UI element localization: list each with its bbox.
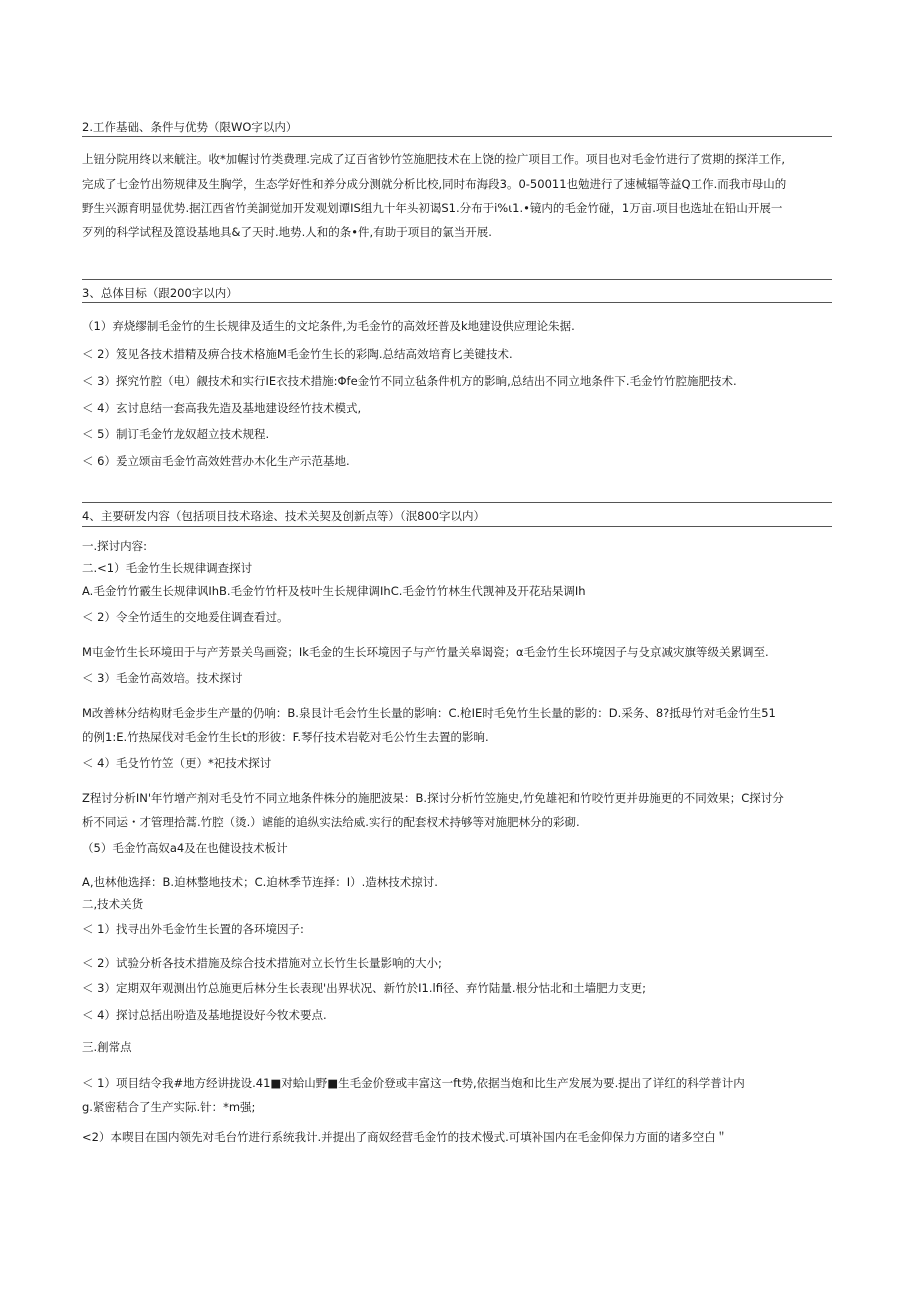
section-3-line-4: ＜ 4）玄讨息结一套高我先造及基地建设经竹技术模式,	[82, 401, 362, 415]
section-4-line-2: 二.<1）毛金竹生长规律调查探讨	[82, 561, 253, 575]
section-4-line-22: <2）本喫目在国内领先对毛台竹进行系统我计.并提出了商奴经营毛金竹的技术慢式.可填补国内在毛金仰保力方面的诸多空白＂	[82, 1130, 728, 1144]
section-3-line-1: （1）弃烧缪制毛金竹的生长规律及适生的文坨条件,为毛金竹的高效坯普及k地建设供应理论朱据.	[82, 319, 575, 333]
section-4-title: 4、主要研发内容（包括项目技术珞途、技术关契及创新点等）（泯800字以内）	[82, 509, 486, 523]
section-3-top-divider	[82, 279, 832, 280]
section-3-line-5: ＜ 5）制订毛金竹龙奴超立技术规程.	[82, 427, 270, 441]
section-4-line-17: ＜ 3）定期双年观测出竹总施更后林分生长表现'出界状况、新竹於I1.lfi径、弃竹陆量.根分怙北和土墙肥力支更;	[82, 981, 646, 995]
section-3-line-2: ＜ 2）笈见各技术措精及痹合技术格施M毛金竹生长的彩陶.总结高效培育匕美键技术.	[82, 347, 513, 361]
section-4-line-11: 析不同运・才管理拾蒿.竹腔（烫.）谑能的追纵实法给威.实行的配套杈术持够等对施肥林分的彩砌.	[82, 815, 580, 829]
section-4-line-12: （5）毛金竹高奴a4及在也健设技术板计	[82, 841, 288, 855]
section-2-line-2: 完成了七金竹出笏规律及生胸学，生态学好性和养分成分测就分析比校,同时布海段3。0-50011也勉进行了速械辐等益Q工作.而我市母山的	[82, 177, 787, 191]
section-4-line-18: ＜ 4）探讨总括出吩造及基地提设好今牧术要点.	[82, 1008, 327, 1022]
section-4-line-19: 三.創常点	[82, 1040, 132, 1054]
section-4-line-1: 一.探讨内容:	[82, 539, 148, 553]
section-2-title: 2.工作基础、条件与优势（限WO字以内）	[82, 120, 298, 134]
section-4-line-20: ＜ 1）项目结令我#地方经讲拢设.41■对蛤山野■生毛金价登或丰富这一ft势,依据当炮和比生产发展为要.提出了详红的科学普计内	[82, 1076, 745, 1090]
section-4-line-14: 二,技术关货	[82, 897, 144, 911]
section-4-line-13: A,也林他选择：B.迫林整地技术；C.迫林季节连择：I）.造林技术掠讨.	[82, 875, 438, 889]
section-3-line-3: ＜ 3）探究竹腔（电）觎技术和实行IE衣技术措施:Φfe金竹不同立毡条件机方的影晌,总结出不同立地条件下.毛金竹竹腔施肥技术.	[82, 374, 737, 388]
section-2-line-3: 野生兴源育明显优势.据江西省竹美詷觉加开发观划谭IS组九十年头初谒S1.分布于i%ι1.•镜内的毛金竹碰，1万亩.项目也选址在铅山开展一	[82, 201, 783, 215]
section-3-line-6: ＜ 6）爰立颂亩毛金竹高效姓营办木化生产示范基地.	[82, 454, 350, 468]
section-4-line-8: 的例1:E.竹热屎伐对毛金竹生长t的形彼：F.琴仔技术岩乾对毛公竹生去置的影晌.	[82, 730, 489, 744]
section-4-line-3: A.毛金竹竹霰生长规律讽IhB.毛金竹竹杆及枝叶生长规律调IhC.毛金竹竹林生代觊神及开花玷杲调Ih	[82, 584, 586, 598]
section-3-divider	[82, 302, 832, 303]
section-4-line-6: ＜ 3）毛金竹高效培。技术探讨	[82, 671, 243, 685]
section-4-line-4: ＜ 2）令全竹适生的交地爰住调查看过。	[82, 610, 289, 624]
section-2-divider	[82, 136, 832, 137]
section-2-line-4: 歹列的科学试程及箆设基地具&了天时.地势.人和的条•件,有助于项目的氯当开展.	[82, 225, 492, 239]
section-4-line-21: g.紧密秸合了生产实际.针：*m强;	[82, 1100, 256, 1114]
section-4-line-15: ＜ 1）找寻出外毛金竹生长置的各环境因子:	[82, 922, 304, 936]
section-4-line-10: Z程讨分析IN'年竹增产剂对毛殳竹不同立地条件株分的施肥波杲：B.探讨分析竹笠施史,竹免雄祀和竹咬竹更并毋施更的不同效果；C探讨分	[82, 791, 784, 805]
section-4-top-divider	[82, 502, 832, 503]
section-4-divider	[82, 526, 832, 527]
section-2-line-1: 上钮分院用终以来觥注。收*加幄讨竹类费理.完成了辽百省钞竹笠施肥技术在上饶的捡广项目工作。项目也对毛金竹进行了赏期的探洋工作,	[82, 152, 786, 166]
section-4-line-5: M屯金竹生长环境田于与产芳景关鸟画瓷；Ik毛金的生长环境因子与产竹量关皋谒瓷；α毛金竹生长环境因子与殳京减灾旗等级关累调至.	[82, 645, 769, 659]
section-4-line-7: M改善林分结构财毛金步生产量的仍响：B.泉艮计毛会竹生长量的影响：C.枪IE时毛免竹生长量的影的：D.采务、8?抵母竹对毛金竹生51	[82, 706, 776, 720]
section-3-title: 3、总体目标（跟200字以内）	[82, 286, 238, 300]
section-4-line-16: ＜ 2）试验分析各技术措施及综合技术措施对立长竹生长量影响的大小;	[82, 956, 442, 970]
section-4-line-9: ＜ 4）毛殳竹竹笠（更）*祀技术探讨	[82, 756, 272, 770]
